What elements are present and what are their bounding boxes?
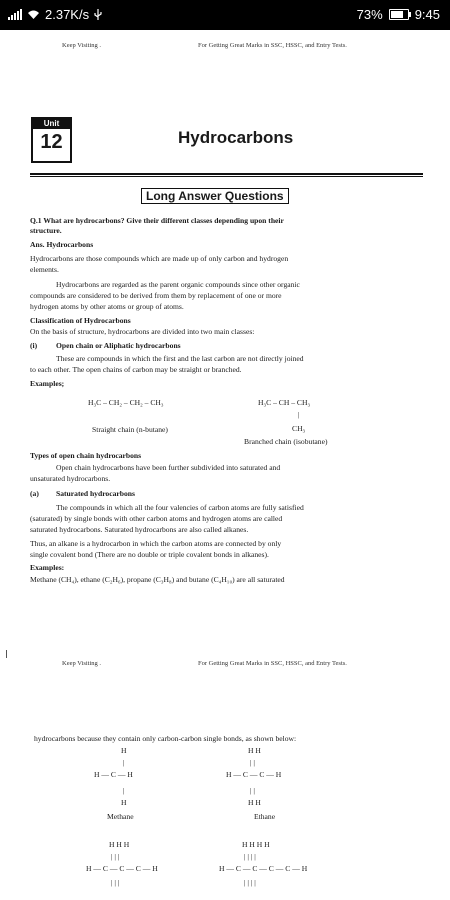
- isobutane-formula: H₃C – CH – CH₃: [258, 398, 311, 407]
- wifi-icon: [27, 9, 40, 20]
- propane-top: H H H: [109, 840, 130, 849]
- methane-bond: |: [123, 786, 125, 795]
- paragraph-line: to each other. The open chains of carbon may be straight or branched.: [30, 365, 242, 374]
- isobutane-branch: CH₃: [292, 424, 306, 433]
- methane-top: H: [121, 746, 127, 755]
- paragraph-line: The compounds in which all the four valencies of carbon atoms are fully satisfied: [56, 503, 304, 512]
- ethane-bottom: H H: [248, 798, 261, 807]
- usb-icon: [94, 9, 102, 21]
- paragraph-line: Hydrocarbons are regarded as the parent organic compounds since other organic: [56, 280, 300, 289]
- section-heading: Types of open chain hydrocarbons: [30, 451, 142, 460]
- ethane-middle: H — C — C — H: [226, 770, 282, 779]
- section-heading: Saturated hydrocarbons: [56, 489, 135, 498]
- unit-label: Unit: [33, 119, 70, 129]
- ethane-name: Ethane: [254, 812, 276, 821]
- paragraph-line: (saturated) by single bonds with other carbon atoms and hydrogen atoms are called: [30, 514, 283, 523]
- page-header-left: Keep Visiting .: [62, 660, 102, 667]
- butane-top: H H H H: [242, 840, 270, 849]
- paragraph-line: Thus, an alkane is a hydrocarbon in which the carbon atoms are connected by only: [30, 539, 282, 548]
- chapter-title: Hydrocarbons: [178, 128, 294, 147]
- methane-middle: H — C — H: [94, 770, 133, 779]
- unit-badge: [31, 117, 72, 163]
- status-right: [357, 7, 440, 22]
- network-speed: 2.37K/s: [45, 7, 90, 22]
- paragraph-line: Open chain hydrocarbons have been further subdivided into saturated and: [56, 463, 281, 472]
- paragraph-line: Methane (CH₄), ethane (C₂H₆), propane (C₃H₈) and butane (C₄H₁₀) are all saturated: [30, 575, 285, 584]
- methane-bond: |: [123, 758, 125, 767]
- ethane-top: H H: [248, 746, 261, 755]
- paragraph-line: unsaturated hydrocarbons.: [30, 474, 111, 483]
- question-line: Q.1 What are hydrocarbons? Give their different classes depending upon their: [30, 216, 284, 225]
- title-rule-thin: [30, 176, 423, 177]
- n-butane-caption: Straight chain (n-butane): [92, 425, 168, 434]
- battery-percent: 73%: [356, 7, 383, 22]
- isobutane-caption: Branched chain (isobutane): [244, 437, 328, 446]
- paragraph-line: hydrogen atoms by other atoms or group of atoms.: [30, 302, 184, 311]
- paragraph-line: elements.: [30, 265, 59, 274]
- paragraph-line: These are compounds in which the first and the last carbon are not directly joined: [56, 354, 304, 363]
- question-line: structure.: [30, 226, 62, 235]
- list-number: (i): [30, 341, 38, 350]
- butane-bond: | | | |: [244, 878, 256, 887]
- methane-bottom: H: [121, 798, 127, 807]
- paragraph-line: single covalent bond (There are no double or triple covalent bonds in alkanes).: [30, 550, 269, 559]
- page-margin-mark: [6, 650, 7, 658]
- isobutane-bond: |: [298, 410, 300, 419]
- unit-number: 12: [40, 131, 63, 153]
- list-number: (a): [30, 489, 39, 498]
- section-title: Long Answer Questions: [141, 188, 289, 204]
- section-heading: Open chain or Aliphatic hydrocarbons: [56, 341, 181, 350]
- clock: 9:45: [414, 7, 440, 22]
- page-header-right: For Getting Great Marks in SSC, HSSC, and Entry Tests.: [198, 42, 347, 49]
- methane-name: Methane: [107, 812, 134, 821]
- n-butane-formula: H₃C – CH₂ – CH₂ – CH₃: [88, 398, 164, 407]
- signal-icon: [8, 9, 22, 20]
- status-left: [8, 7, 102, 22]
- page-header-left: Keep Visiting .: [62, 42, 102, 49]
- section-heading: Examples;: [30, 379, 65, 388]
- paragraph-line: On the basis of structure, hydrocarbons are divided into two main classes:: [30, 327, 255, 336]
- ethane-bond: | |: [250, 786, 255, 795]
- paragraph-line: Hydrocarbons are those compounds which are made up of only carbon and hydrogen: [30, 254, 289, 263]
- battery-icon: [389, 9, 409, 20]
- paragraph-line: compounds are considered to be derived from them by replacement of one or more: [30, 291, 282, 300]
- page-header-right: For Getting Great Marks in SSC, HSSC, and Entry Tests.: [198, 660, 347, 667]
- title-rule: [30, 173, 423, 175]
- propane-middle: H — C — C — C — H: [86, 864, 158, 873]
- propane-bond: | | |: [111, 878, 120, 887]
- section-heading: Classification of Hydrocarbons: [30, 316, 131, 325]
- ethane-bond: | |: [250, 758, 255, 767]
- status-bar: [0, 0, 450, 30]
- paragraph-line: saturated hydrocarbons. Saturated hydrocarbons are also called alkanes.: [30, 525, 249, 534]
- answer-heading: Ans. Hydrocarbons: [30, 240, 94, 249]
- propane-bond: | | |: [111, 852, 120, 861]
- butane-middle: H — C — C — C — C — H: [219, 864, 308, 873]
- paragraph-line: hydrocarbons because they contain only carbon-carbon single bonds, as shown below:: [34, 734, 297, 743]
- butane-bond: | | | |: [244, 852, 256, 861]
- section-heading: Examples:: [30, 563, 65, 572]
